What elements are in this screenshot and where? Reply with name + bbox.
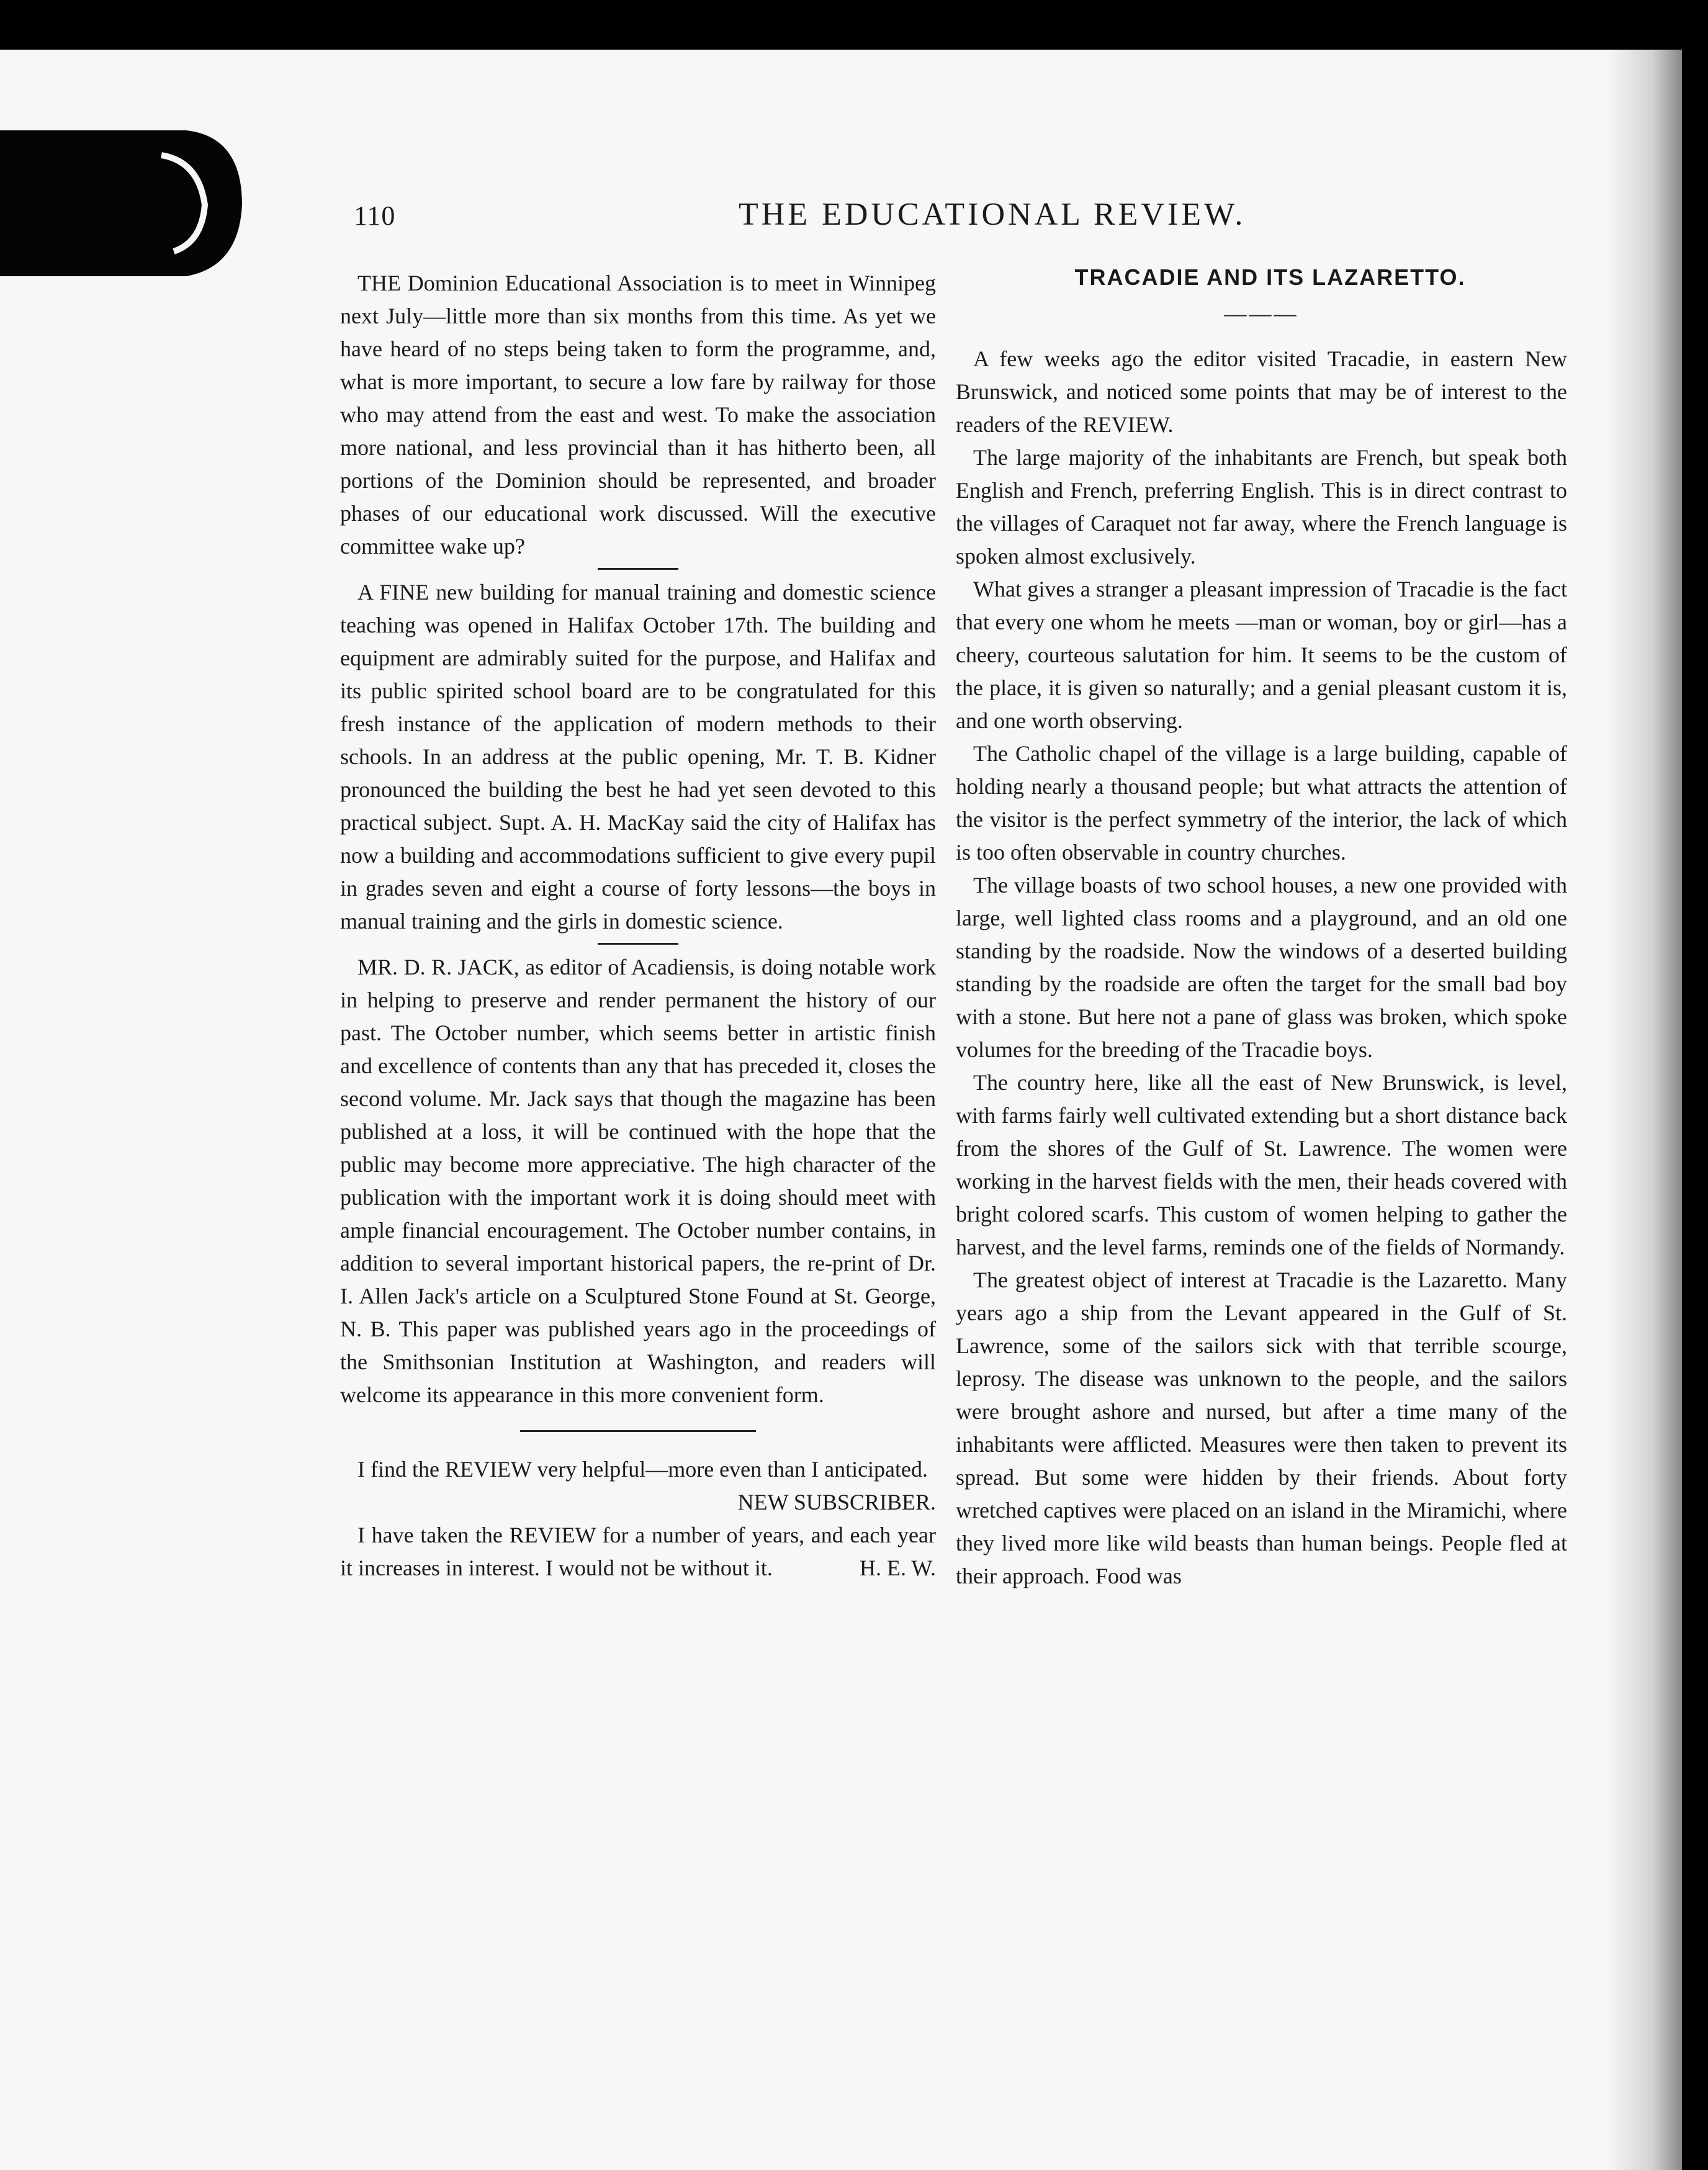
paragraph-country: The country here, like all the east of New Brunswick, is level, with farms fairly well cultivated extending but a short distance back from the shores of the Gulf of St. Lawrence. The women were working in the harvest fields with the men, their heads covered with bright colored scarfs. This custom of women helping to gather the harvest, and the level farms, reminds one of the fields of Normandy.: [956, 1070, 1567, 1259]
binder-clip-graphic: [0, 118, 248, 286]
paragraph-acadiensis: MR. D. R. JACK, as editor of Acadiensis, is doing notable work in helping to preserve and render permanent the history of our past. The October number, which seems better in artistic finish and excellence of contents than any that has preceded it, closes the second volume. Mr. Jack says that though the magazine has been published at a loss, it will be continued with the hope that the public may become more appreciative. The high character of the publication with the important work it is doing should meet with ample financial encouragement. The October number contains, in addition to several important historical papers, the re-print of Dr. I. Allen Jack's article on a Sculptured Stone Found at St. George, N. B. This paper was published years ago in the proceedings of the Smithsonian Institution at Washington, and readers will welcome its appearance in this more convenient form.: [340, 955, 936, 1407]
testimonial-signature: H. E. W.: [859, 1555, 936, 1580]
right-column: [956, 261, 1567, 1593]
testimonial-text: I find the REVIEW very helpful—more even than I anticipated.: [357, 1457, 928, 1482]
testimonial-new-subscriber: [340, 1453, 936, 1519]
section-divider-long: [520, 1430, 756, 1432]
scan-top-border: [0, 0, 1708, 50]
paragraph-chapel: The Catholic chapel of the village is a large building, capable of holding nearly a thousand people; but what attracts the attention of the visitor is the perfect symmetry of the interior, the lack of which is too often observable in country churches.: [956, 741, 1567, 865]
testimonial-hew: [340, 1519, 936, 1585]
running-title: THE EDUCATIONAL REVIEW.: [739, 197, 1246, 232]
left-column: [340, 267, 936, 1585]
heading-dash: ———: [1224, 301, 1299, 326]
page-header: [354, 197, 1570, 250]
paragraph-salutation: What gives a stranger a pleasant impression of Tracadie is the fact that every one whom he meets —man or woman, boy or girl—has a cheery, courteous salutation for him. It seems to be the custom of the place, it is given so naturally; and a genial pleasant custom it is, and one worth observing.: [956, 577, 1567, 733]
testimonial-signature: NEW SUBSCRIBER.: [737, 1490, 936, 1515]
paragraph-inhabitants: The large majority of the inhabitants are French, but speak both English and French, preferring English. This is in direct contrast to the villages of Caraquet not far away, where the French language is spoken almost exclusively.: [956, 445, 1567, 569]
paragraph-dominion-association: THE Dominion Educational Association is to meet in Winnipeg next July—little more than six months from this time. As yet we have heard of no steps being taken to form the programme, and, what is more important, to secure a low fare by railway for those who may attend from the east and west. To make the association more national, and less provincial than it has hitherto been, all portions of the Dominion should be represented, and broader phases of our educational work discussed. Will the executive committee wake up?: [340, 271, 936, 559]
testimonial-text: I have taken the REVIEW for a number of years, and each year it increases in interest. I would not be without it.: [340, 1523, 936, 1580]
article-heading: TRACADIE AND ITS LAZARETTO.: [1074, 264, 1466, 290]
paragraph-manual-training-building: A FINE new building for manual training and domestic science teaching was opened in Halifax October 17th. The building and equipment are admirably suited for the purpose, and Halifax and its public spirited school board are to be congratulated for this fresh instance of the application of modern methods to their schools. In an address at the public opening, Mr. T. B. Kidner pronounced the building the best he had yet seen devoted to this practical subject. Supt. A. H. MacKay said the city of Halifax has now a building and accommodations sufficient to give every pupil in grades seven and eight a course of forty lessons—the boys in manual training and the girls in domestic science.: [340, 580, 936, 934]
scan-right-border: [1682, 0, 1708, 2170]
paragraph-visit: A few weeks ago the editor visited Tracadie, in eastern New Brunswick, and noticed some points that may be of interest to the readers of the REVIEW.: [956, 346, 1567, 437]
paragraph-school-houses: The village boasts of two school houses, a new one provided with large, well lighted class rooms and a playground, and an old one standing by the roadside. Now the windows of a deserted building standing by the roadside are often the target for the small bad boy with a stone. But here not a pane of glass was broken, which spoke volumes for the breeding of the Tracadie boys.: [956, 873, 1567, 1062]
section-divider: [598, 568, 678, 570]
section-divider: [598, 943, 678, 945]
binding-shadow: [1607, 50, 1682, 2170]
paragraph-lazaretto: The greatest object of interest at Tracadie is the Lazaretto. Many years ago a ship from the Levant appeared in the Gulf of St. Lawrence, some of the sailors sick with that terrible scourge, leprosy. The disease was unknown to the people, and the sailors were brought ashore and nursed, but after a time many of the inhabitants were afflicted. Measures were then taken to prevent its spread. But some were hidden by their friends. About forty wretched captives were placed on an island in the Miramichi, where they lived more like wild beasts than human beings. People fled at their approach. Food was: [956, 1267, 1567, 1588]
page-number: 110: [354, 200, 396, 231]
